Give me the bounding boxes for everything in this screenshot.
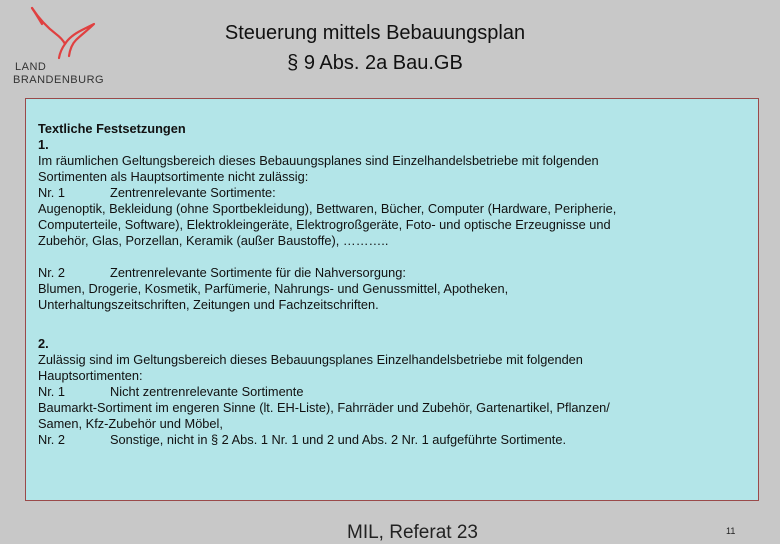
eagle-icon [26, 4, 96, 62]
nr2-text-1: Blumen, Drogerie, Kosmetik, Parfümerie, Nahrungs- und Genussmittel, Apotheken, [38, 281, 509, 296]
slide-title: Steuerung mittels Bebauungsplan [224, 22, 526, 44]
section-2-nr1-heading [38, 384, 738, 400]
panel-heading: Textliche Festsetzungen [38, 121, 186, 136]
nr1-label: Nr. 1 [38, 185, 66, 200]
s2-nr2-text: Sonstige, nicht in § 2 Abs. 1 Nr. 1 und 2 und Abs. 2 Nr. 1 aufgeführte Sortimente. [110, 432, 566, 447]
s2-nr1-title: Nicht zentrenrelevante Sortimente [110, 384, 304, 399]
nr2-label: Nr. 2 [38, 265, 66, 280]
s2-nr1-label: Nr. 1 [38, 384, 66, 399]
s2-nr2-label: Nr. 2 [38, 432, 66, 447]
footer-department: MIL, Referat 23 [347, 522, 478, 543]
nr1-text-1: Augenoptik, Bekleidung (ohne Sportbekleidung), Bettwaren, Bücher, Computer (Hardware, Peripherie, [38, 201, 617, 216]
content-text [38, 121, 738, 448]
slide-subtitle: § 9 Abs. 2a Bau.GB [287, 52, 463, 74]
section-2-intro-cont: Hauptsortimenten: [38, 368, 143, 383]
page-number: 11 [726, 526, 736, 536]
content-panel [25, 98, 759, 501]
s2-nr1-text-1: Baumarkt-Sortiment im engeren Sinne (lt. EH-Liste), Fahrräder und Zubehör, Gartenartikel, Pflanzen/ [38, 400, 610, 415]
section-2-nr2-line [38, 432, 738, 448]
nr1-text-3: Zubehör, Glas, Porzellan, Keramik (außer Baustoffe), ……….. [38, 233, 389, 248]
section-2-intro: Zulässig sind im Geltungsbereich dieses Bebauungsplanes Einzelhandelsbetriebe mit folgenden [38, 352, 583, 367]
logo-text-land: LAND [15, 61, 47, 73]
s2-nr1-text-2: Samen, Kfz-Zubehör und Möbel, [38, 416, 223, 431]
land-brandenburg-logo [12, 4, 122, 86]
section-1-nr2-heading [38, 265, 738, 281]
section-1-number: 1. [38, 137, 49, 152]
nr2-title: Zentrenrelevante Sortimente für die Nahversorgung: [110, 265, 406, 280]
nr1-text-2: Computerteile, Software), Elektrokleingeräte, Elektrogroßgeräte, Foto- und optische Erzeugnisse und [38, 217, 611, 232]
section-1-intro: Im räumlichen Geltungsbereich dieses Bebauungsplanes sind Einzelhandelsbetriebe mit folgenden [38, 153, 599, 168]
section-1-intro-cont: Sortimenten als Hauptsortimente nicht zulässig: [38, 169, 309, 184]
section-1-nr1-heading [38, 185, 738, 201]
nr2-text-2: Unterhaltungszeitschriften, Zeitungen und Fachzeitschriften. [38, 297, 379, 312]
section-2-number: 2. [38, 336, 49, 351]
logo-text-brandenburg: BRANDENBURG [13, 74, 105, 86]
nr1-title: Zentrenrelevante Sortimente: [110, 185, 276, 200]
